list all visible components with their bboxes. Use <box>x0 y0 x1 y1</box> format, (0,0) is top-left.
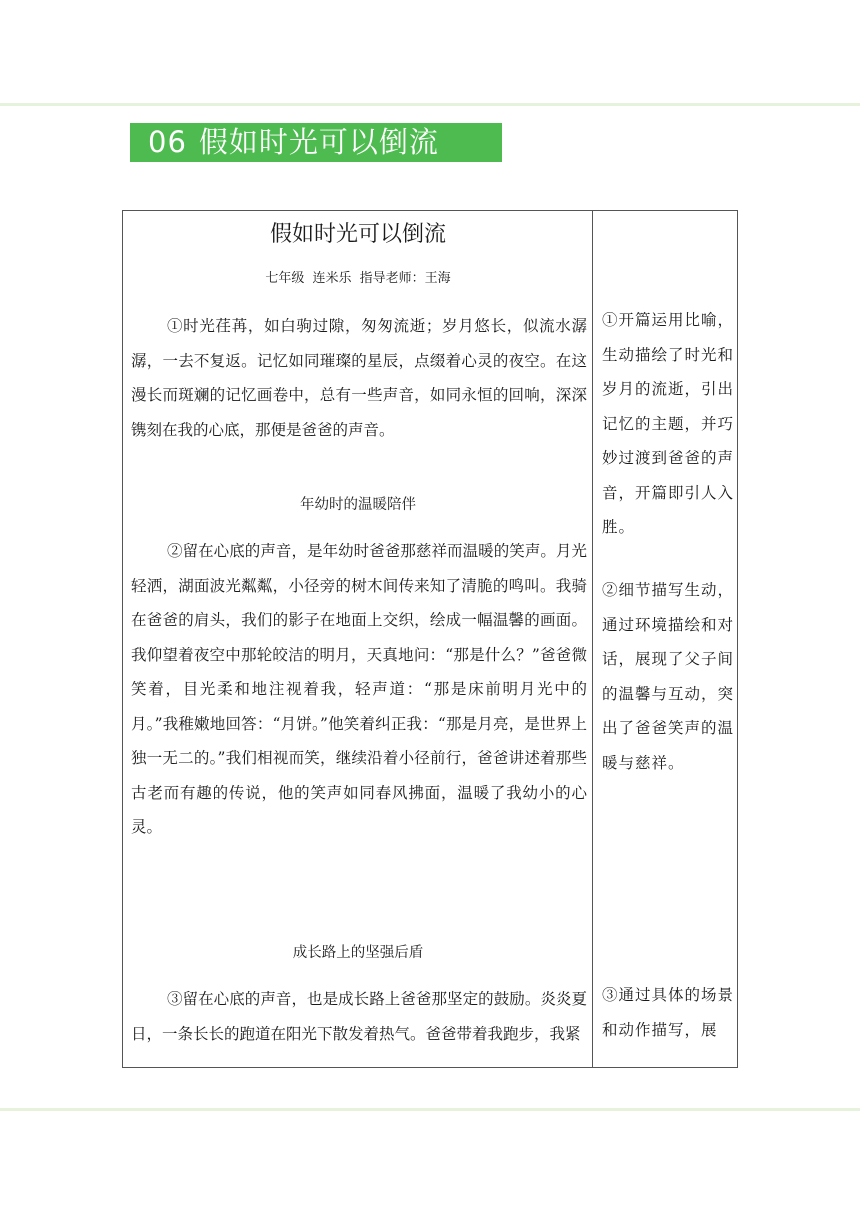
column-divider <box>592 211 593 1067</box>
essay-table <box>122 210 738 1068</box>
chapter-number: 06 <box>148 125 187 159</box>
header-rule <box>0 103 860 106</box>
essay-paragraph: ③留在心底的声音，也是成长路上爸爸那坚定的鼓励。炎炎夏日，一条长长的跑道在阳光下散发着热气。爸爸带着我跑步，我紧 <box>131 990 587 1043</box>
essay-title: 假如时光可以倒流 <box>269 222 446 247</box>
essay-paragraph: ②留在心底的声音，是年幼时爸爸那慈祥而温暖的笑声。月光轻洒，湖面波光粼粼，小径旁的树木间传来知了清脆的鸣叫。我骑在爸爸的肩头，我们的影子在地面上交织，绘成一幅温馨的画面。我仰望着夜空中那轮皎洁的明月，天真地问：“那是什么？”爸爸微笑着，目光柔和地注视着我，轻声道：“那是床前明月光中的月。”我稚嫩地回答：“月饼。”他笑着纠正我：“那是月亮，是世界上独一无二的。”我们相视而笑，继续沿着小径前行，爸爸讲述着那些古老而有趣的传说，他的笑声如同春风拂面，温暖了我幼小的心灵。 <box>131 542 587 836</box>
essay-byline: 七年级 连米乐 指导老师：王海 <box>265 271 451 286</box>
essay-paragraph: ①时光荏苒，如白驹过隙，匆匆流逝；岁月悠长，似流水潺潺，一去不复返。记忆如同璀璨的星辰，点缀着心灵的夜空。在这漫长而斑斓的记忆画卷中，总有一些声音，如同永恒的回响，深深镌刻在我的心底，那便是爸爸的声音。 <box>131 317 587 439</box>
essay-subheading: 年幼时的温暖陪伴 <box>300 497 416 513</box>
comment-note: ②细节描写生动，通过环境描绘和对话，展现了父子间的温馨与互动，突出了爸爸笑声的温暖与慈祥。 <box>602 581 735 772</box>
chapter-title: 假如时光可以倒流 <box>198 125 439 159</box>
footer-rule <box>0 1108 860 1111</box>
comment-note: ①开篇运用比喻，生动描绘了时光和岁月的流逝，引出记忆的主题，并巧妙过渡到爸爸的声音，开篇即引人入胜。 <box>602 311 735 536</box>
essay-subheading: 成长路上的坚强后盾 <box>292 945 424 961</box>
chapter-banner <box>130 123 502 162</box>
comment-note: ③通过具体的场景和动作描写，展 <box>602 986 735 1039</box>
